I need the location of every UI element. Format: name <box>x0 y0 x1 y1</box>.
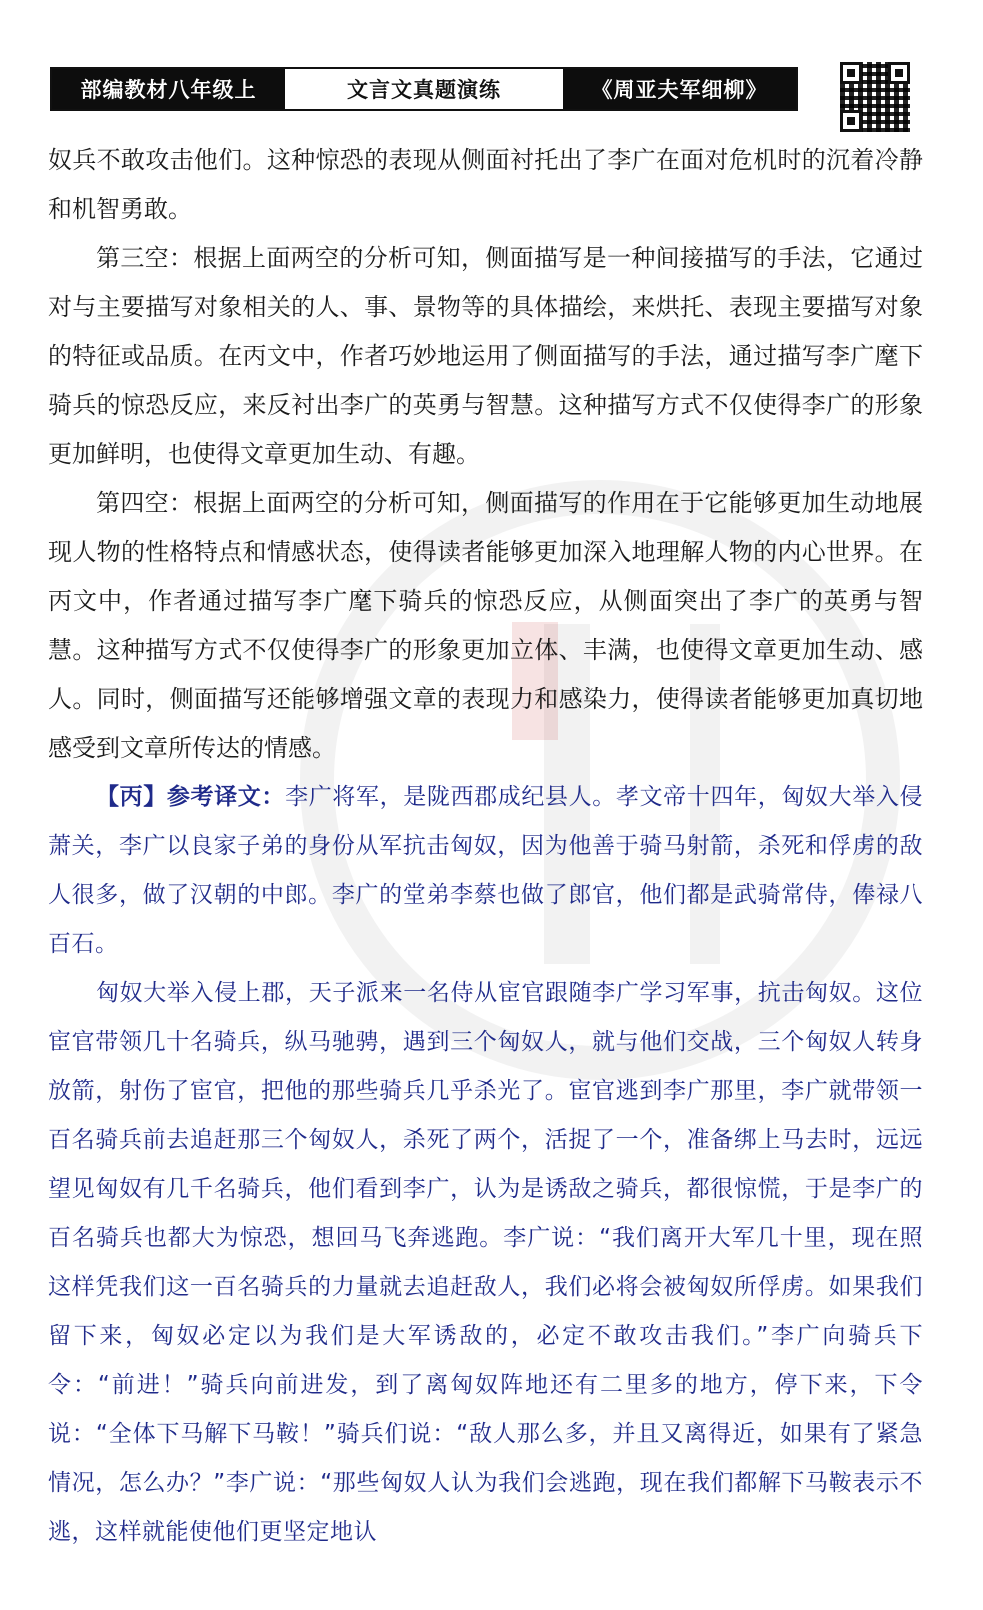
paragraph-3: 第四空：根据上面两空的分析可知，侧面描写的作用在于它能够更加生动地展现人物的性格特点和情感状态，使得读者能够更加深入地理解人物的内心世界。在丙文中，作者通过描写李广麾下骑兵的惊恐反应，从侧面突出了李广的英勇与智慧。这种描写方式不仅使得李广的形象更加立体、丰满，也使得文章更加生动、感人。同时，侧面描写还能够增强文章的表现力和感染力，使得读者能够更加真切地感受到文章所传达的情感。 <box>48 489 923 762</box>
header-section-title: 文言文真题演练 <box>285 69 563 109</box>
translation-paragraph-1 <box>48 773 923 969</box>
header-grade-label: 部编教材八年级上 <box>52 69 285 109</box>
paragraph-2: 第三空：根据上面两空的分析可知，侧面描写是一种间接描写的手法，它通过对与主要描写对象相关的人、事、景物等的具体描绘，来烘托、表现主要描写对象的特征或品质。在丙文中，作者巧妙地运用了侧面描写的手法，通过描写李广麾下骑兵的惊恐反应，来反衬出李广的英勇与智慧。这种描写方式不仅使得李广的形象更加鲜明，也使得文章更加生动、有趣。 <box>48 244 923 468</box>
document-body <box>48 136 923 1557</box>
translation-paragraph-2: 匈奴大举入侵上郡，天子派来一名侍从宦官跟随李广学习军事，抗击匈奴。这位宦官带领几十名骑兵，纵马驰骋，遇到三个匈奴人，就与他们交战，三个匈奴人转身放箭，射伤了宦官，把他的那些骑兵几乎杀光了。宦官逃到李广那里，李广就带领一百名骑兵前去追赶那三个匈奴人，杀死了两个，活捉了一个，准备绑上马去时，远远望见匈奴有几千名骑兵，他们看到李广，认为是诱敌之骑兵，都很惊慌，于是李广的百名骑兵也都大为惊恐，想回马飞奔逃跑。李广说：“我们离开大军几十里，现在照这样凭我们这一百名骑兵的力量就去追赶敌人，我们必将会被匈奴所俘虏。如果我们留下来，匈奴必定以为我们是大军诱敌的，必定不敢攻击我们。”李广向骑兵下令：“前进！”骑兵向前进发，到了离匈奴阵地还有二里多的地方，停下来，下令说：“全体下马解下马鞍！”骑兵们说：“敌人那么多，并且又离得近，如果有了紧急情况，怎么办？”李广说：“那些匈奴人认为我们会逃跑，现在我们都解下马鞍表示不逃，这样就能使他们更坚定地认 <box>48 980 923 1545</box>
header-lesson-title: 《周亚夫军细柳》 <box>563 69 796 109</box>
translation-label: 【丙】参考译文： <box>96 784 286 810</box>
paragraph-1: 奴兵不敢攻击他们。这种惊恐的表现从侧面衬托出了李广在面对危机时的沉着冷静和机智勇敢。 <box>48 146 923 223</box>
header-bar <box>50 67 798 111</box>
qr-code-icon <box>840 62 910 132</box>
translation-text-1: 李广将军，是陇西郡成纪县人。孝文帝十四年，匈奴大举入侵萧关，李广以良家子弟的身份从军抗击匈奴，因为他善于骑马射箭，杀死和俘虏的敌人很多，做了汉朝的中郎。李广的堂弟李蔡也做了郎官，他们都是武骑常侍，俸禄八百石。 <box>48 784 924 957</box>
